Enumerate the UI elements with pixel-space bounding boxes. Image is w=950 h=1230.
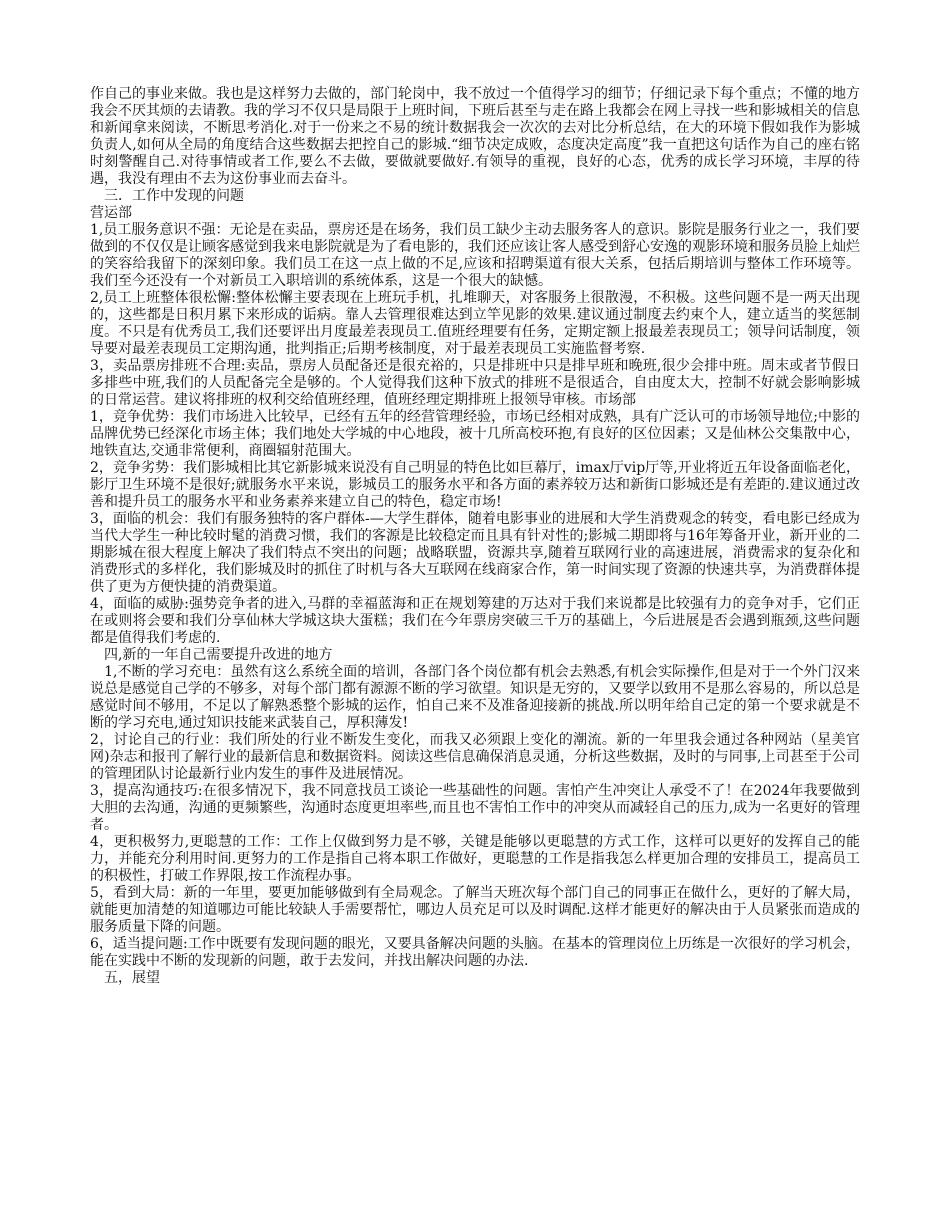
body-paragraph: 4，面临的威胁:强势竞争者的进入,马群的幸福蓝海和正在规划筹建的万达对于我们来说都是比较强有力的竞争对手，它们正在或则将会要和我们分享仙林大学城这块大蛋糕；我们在今年票房突破三千万的基础上，今后进展是否会遇到瓶颈,这些问题都是值得我们考虑的. bbox=[90, 596, 860, 646]
section-heading: 三．工作中发现的问题 bbox=[90, 188, 244, 204]
body-paragraph: 作自己的事业来做。我也是这样努力去做的，部门轮岗中，我不放过一个值得学习的细节；仔细记录下每个重点；不懂的地方我会不厌其烦的去请教。我的学习不仅只是局限于上班时间，下班后甚至与走在路上我都会在网上寻找一些和影城相关的信息和新闻拿来阅读，不断思考消化.对于一份来之不易的统计数据我会一次次的去对比分析总结，在大的环境下假如我作为影城负责人,如何从全局的角度结合这些数据去把控自己的影城.“细节决定成败，态度决定高度”我一直把这句话作为自己的座右铭时刻警醒自己.对待事情或者工作,要么不去做，要做就要做好.有领导的重视，良好的心态，优秀的成长学习环境，丰厚的待遇，我没有理由不去为这份事业而去奋斗。 bbox=[90, 86, 860, 187]
body-paragraph: 2，讨论自己的行业：我们所处的行业不断发生变化，而我又必须跟上变化的潮流。新的一年里我会通过各种网站（星美官网)杂志和报刊了解行业的最新信息和数据资料。阅读这些信息确保消息灵通，分析这些数据，及时的与同事,上司甚至于公司的管理团队讨论最新行业内发生的事件及进展情况。 bbox=[90, 732, 860, 782]
body-paragraph: 3，面临的机会：我们有服务独特的客户群体-—大学生群体，随着电影事业的进展和大学生消费观念的转变，看电影已经成为当代大学生一种比较时髦的消费习惯，我们的客源是比较稳定而且具有针对性的;影城二期即将与16年筹备开业，新开业的二期影城在很大程度上解决了我们特点不突出的问题；战略联盟，资源共享,随着互联网行业的高速进展，消费需求的复杂化和消费形式的多样化，我们影城及时的抓住了时机与各大互联网在线商家合作，第一时间实现了资源的快速共享，为消费群体提供了更为方便快捷的消费渠道。 bbox=[90, 511, 860, 595]
body-paragraph: 1，竞争优势：我们市场进入比较早，已经有五年的经营管理经验，市场已经相对成熟，具有广泛认可的市场领导地位;中影的品牌优势已经深化市场主体；我们地处大学城的中心地段，被十几所高校环抱,有良好的区位因素；又是仙林公交集散中心，地铁直达,交通非常便利，商圈辐射范围大。 bbox=[90, 409, 860, 459]
section-heading: 五，展望 bbox=[90, 970, 160, 986]
body-paragraph: 2，竞争劣势：我们影城相比其它新影城来说没有自己明显的特色比如巨幕厅，imax厅vip厅等,开业将近五年设备面临老化，影厅卫生环境不是很好;就服务水平来说，影城员工的服务水平和各方面的素养较万达和新街口影城还是有差距的.建议通过改善和提升员工的服务水平和业务素养来建立自己的特色，稳定市场! bbox=[90, 460, 860, 510]
body-paragraph: 4，更积极努力,更聪慧的工作：工作上仅做到努力是不够，关键是能够以更聪慧的方式工作，这样可以更好的发挥自己的能力，并能充分利用时间.更努力的工作是指自己将本职工作做好，更聪慧的工作是指我怎么样更加合理的安排员工，提高员工的积极性，打破工作界限,按工作流程办事。 bbox=[90, 834, 860, 884]
body-paragraph: 3，卖品票房排班不合理:卖品，票房人员配备还是很充裕的，只是排班中只是排早班和晚班,很少会排中班。周末或者节假日多排些中班,我们的人员配备完全是够的。个人觉得我们这种下放式的排班不是很适合，自由度太大，控制不好就会影响影城的日常运营。建议将排班的权利交给值班经理，值班经理定期排班上报领导审核。市场部 bbox=[90, 358, 860, 408]
body-paragraph: 3，提高沟通技巧:在很多情况下，我不同意找员工谈论一些基础性的问题。害怕产生冲突让人承受不了！在2024年我要做到大胆的去沟通，沟通的更频繁些，沟通时态度更坦率些,而且也不害怕工作中的冲突从而减轻自己的压力,成为一名更好的管理者。 bbox=[90, 783, 860, 833]
body-paragraph: 1,不断的学习充电：虽然有这么系统全面的培训，各部门各个岗位都有机会去熟悉,有机会实际操作,但是对于一个外门汉来说总是感觉自己学的不够多，对每个部门都有源源不断的学习欲望。知识是无穷的，又要学以致用不是那么容易的，所以总是感觉时间不够用，不足以了解熟悉整个影城的运作，怕自己来不及准备迎接新的挑战.所以明年给自己定的第一个要求就是不断的学习充电,通过知识技能来武装自己，厚积薄发! bbox=[90, 664, 860, 731]
body-paragraph: 6，适当提问题:工作中既要有发现问题的眼光，又要具备解决问题的头脑。在基本的管理岗位上历练是一次很好的学习机会，能在实践中不断的发现新的问题，敢于去发问，并找出解决问题的办法. bbox=[90, 936, 860, 969]
body-paragraph: 1,员工服务意识不强：无论是在卖品，票房还是在场务，我们员工缺少主动去服务客人的意识。影院是服务行业之一，我们要做到的不仅仅是让顾客感觉到我来电影院就是为了看电影的，我们还应该让客人感受到舒心安逸的观影环境和服务员脸上灿烂的笑容给我留下的深刻印象。我们员工在这一点上做的不足,应该和招聘渠道有很大关系，包括后期培训与整体工作环境等。我们至今还没有一个对新员工入职培训的系统体系，这是一个很大的缺憾。 bbox=[90, 222, 860, 289]
section-heading: 四,新的一年自己需要提升改进的地方 bbox=[90, 647, 333, 663]
body-paragraph: 5，看到大局：新的一年里，要更加能够做到有全局观念。了解当天班次每个部门自己的同事正在做什么，更好的了解大局，就能更加清楚的知道哪边可能比较缺人手需要帮忙，哪边人员充足可以及时调配.这样才能更好的解决由于人员紧张而造成的服务质量下降的问题。 bbox=[90, 885, 860, 935]
subsection-heading: 营运部 bbox=[90, 205, 132, 221]
body-paragraph: 2,员工上班整体很松懈:整体松懈主要表现在上班玩手机，扎堆聊天，对客服务上很散漫，不积极。这些问题不是一两天出现的，这些都是日积月累下来形成的诟病。靠人去管理很难达到立竿见影的效果.建议通过制度去约束个人，建立适当的奖惩制度。不只是有优秀员工,我们还要评出月度最差表现员工.值班经理要有任务，定期定额上报最差表现员工；领导问话制度，领导要对最差表现员工定期沟通，批判指正;后期考核制度，对于最差表现员工实施监督考察. bbox=[90, 290, 860, 357]
